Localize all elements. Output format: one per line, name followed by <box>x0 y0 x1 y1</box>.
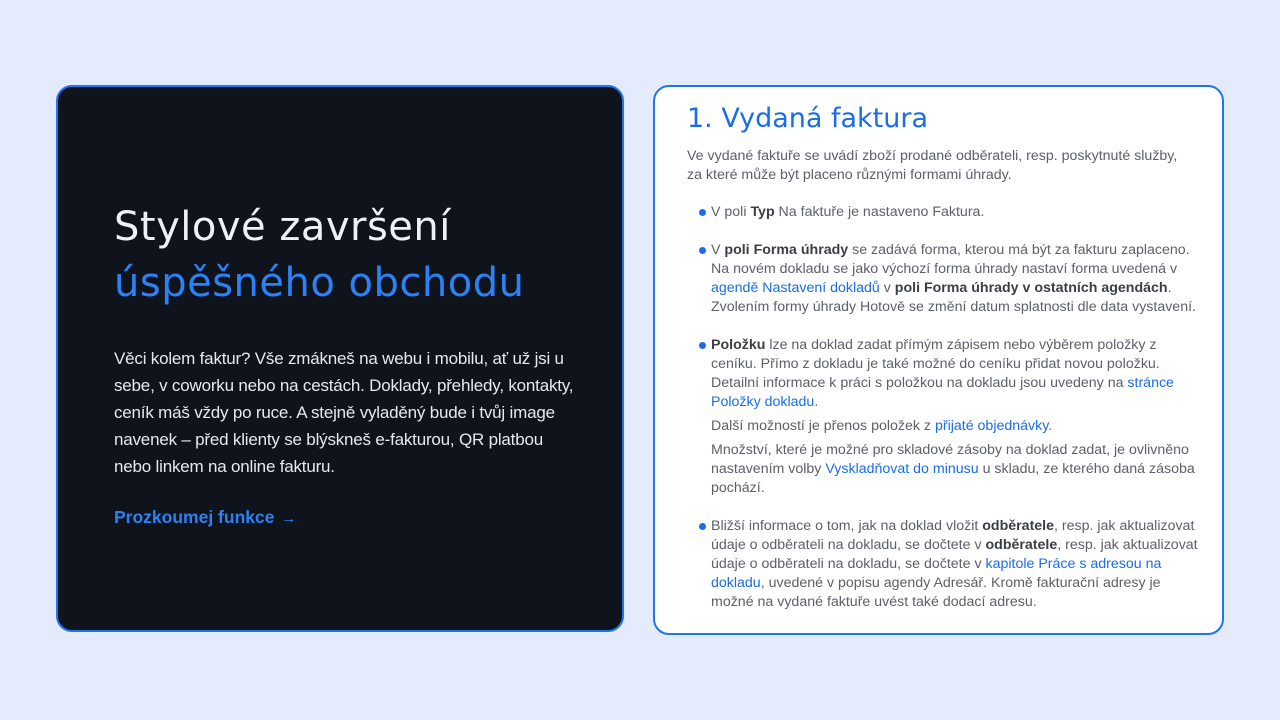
bullet-icon <box>699 342 706 349</box>
text: Další možností je přenos položek z <box>711 418 935 434</box>
doc-item-payment-form <box>699 241 1205 317</box>
link-document-items-page[interactable]: stránce Položky dokladu <box>711 375 1174 410</box>
term-customer: odběratele <box>985 537 1058 553</box>
text: u skladu, ze kterého daná zásoba pochází. <box>711 461 1195 496</box>
link-address-chapter[interactable]: kapitole Práce s adresou na dokladu <box>711 556 1162 591</box>
doc-intro: Ve vydané faktuře se uvádí zboží prodané odběrateli, resp. poskytnuté služby, za které může být placeno různými formami úhrady. <box>687 148 1178 183</box>
hero-title-line1: Stylové završení <box>114 204 451 250</box>
text: . Zvolením formy úhrady Hotově se změní datum splatnosti dle data vystavení. <box>711 280 1196 315</box>
text: , resp. jak aktualizovat údaje o odběrateli na dokladu, se dočtete v <box>711 518 1195 553</box>
doc-item-type <box>699 203 1205 222</box>
text: Bližší informace o tom, jak na doklad vložit <box>711 518 983 534</box>
link-received-order[interactable]: přijaté objednávky <box>934 418 1049 434</box>
text: Množství, které je možné pro skladové zásoby na doklad zadat, je ovlivněno nastavením volby <box>711 442 1189 477</box>
doc-item-line-items <box>699 336 1205 498</box>
text: lze na doklad zadat přímým zápisem nebo výběrem položky z ceníku. Přímo z dokladu je také možné do ceníku přidat novou položku. Detailní informace k práci s položkou na dokladu jsou uvedeny na <box>711 337 1160 391</box>
term-customer: odběratele <box>982 518 1055 534</box>
text: , uvedené v popisu agendy Adresář. Kromě fakturační adresy je možné na vydané faktuře uvést také dodací adresu. <box>711 575 1161 610</box>
doc-bullet-list <box>687 203 1207 612</box>
field-name-typ: Typ <box>750 204 775 220</box>
arrow-right-icon: → <box>281 510 297 527</box>
hero-card <box>56 85 624 632</box>
doc-item-customer <box>699 517 1205 612</box>
field-name-payment-form: poli Forma úhrady <box>724 242 849 258</box>
field-name-payment-form-other: poli Forma úhrady v ostatních agendách <box>894 280 1168 296</box>
text: v <box>879 280 895 296</box>
bullet-icon <box>699 523 706 530</box>
documentation-card <box>653 85 1224 635</box>
bullet-icon <box>699 247 706 254</box>
text: . <box>1048 418 1053 434</box>
documentation-content <box>687 99 1207 631</box>
field-name-item: Položku <box>711 337 766 353</box>
bullet-icon <box>699 209 706 216</box>
text: se zadává forma, kterou má být za fakturu zaplaceno. Na novém dokladu se jako výchozí forma úhrady nastaví forma uvedená v <box>711 242 1190 277</box>
link-stock-to-minus[interactable]: Vyskladňovat do minusu <box>825 461 979 477</box>
link-document-settings[interactable]: agendě Nastavení dokladů <box>711 280 880 296</box>
text: . <box>814 394 819 410</box>
doc-title: 1. Vydaná faktura <box>687 103 929 134</box>
hero-title-line2: úspěšného obchodu <box>114 260 525 306</box>
text: , resp. jak aktualizovat údaje o odběrateli na dokladu, se dočtete v <box>711 537 1198 572</box>
text: V <box>711 242 725 258</box>
hero-title <box>114 199 524 311</box>
hero-description: Věci kolem faktur? Vše zmákneš na webu i mobilu, ať už jsi u sebe, v coworku nebo na cestách. Doklady, přehledy, kontakty, ceník máš vždy po ruce. A stejně vyladěný bude i tvůj image navenek – před klienty se blýskneš e-fakturou, QR platbou nebo linkem na online fakturu. <box>114 349 574 476</box>
explore-features-link[interactable] <box>114 507 296 528</box>
text: V poli <box>711 204 751 220</box>
text: Na faktuře je nastaveno Faktura. <box>774 204 985 220</box>
explore-features-label: Prozkoumej funkce <box>114 507 275 527</box>
